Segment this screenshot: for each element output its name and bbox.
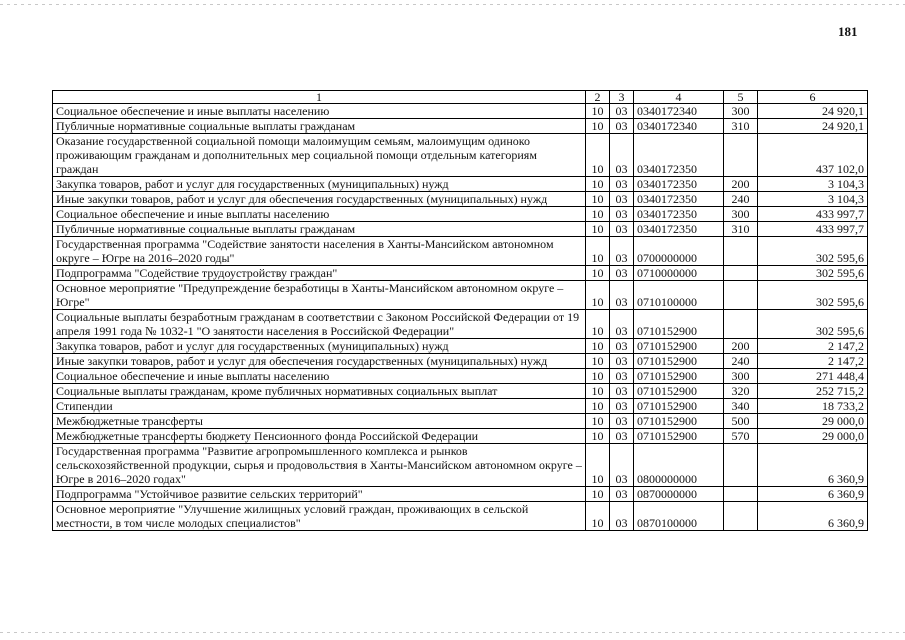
row-subsection: 03 <box>610 177 634 192</box>
row-subsection: 03 <box>610 354 634 369</box>
table-row <box>53 237 868 266</box>
row-subsection: 03 <box>610 281 634 310</box>
row-amount: 6 360,9 <box>758 444 868 487</box>
row-target-article: 0340172340 <box>634 119 724 134</box>
row-name: Публичные нормативные социальные выплаты гражданам <box>53 119 586 134</box>
table-row <box>53 207 868 222</box>
row-expense-type <box>724 487 758 502</box>
row-amount: 433 997,7 <box>758 222 868 237</box>
row-subsection: 03 <box>610 119 634 134</box>
row-name: Закупка товаров, работ и услуг для государственных (муниципальных) нужд <box>53 339 586 354</box>
row-subsection: 03 <box>610 369 634 384</box>
row-section: 10 <box>586 414 610 429</box>
row-name: Основное мероприятие "Улучшение жилищных условий граждан, проживающих в сельской местности, в том числе молодых специалистов" <box>53 502 586 531</box>
row-amount: 2 147,2 <box>758 354 868 369</box>
row-target-article: 0340172350 <box>634 177 724 192</box>
row-amount: 437 102,0 <box>758 134 868 177</box>
row-expense-type <box>724 310 758 339</box>
row-name: Оказание государственной социальной помощи малоимущим семьям, малоимущим одиноко проживающим гражданам и дополнительных мер социальной помощи отдельным категориям граждан <box>53 134 586 177</box>
header-col-expense-type: 5 <box>724 91 758 104</box>
row-target-article: 0710152900 <box>634 339 724 354</box>
row-section: 10 <box>586 222 610 237</box>
row-name: Межбюджетные трансферты <box>53 414 586 429</box>
table-row <box>53 310 868 339</box>
row-expense-type: 310 <box>724 222 758 237</box>
header-col-name: 1 <box>53 91 586 104</box>
row-name: Иные закупки товаров, работ и услуг для обеспечения государственных (муниципальных) нужд <box>53 192 586 207</box>
row-amount: 6 360,9 <box>758 502 868 531</box>
row-target-article: 0340172350 <box>634 192 724 207</box>
row-section: 10 <box>586 207 610 222</box>
row-subsection: 03 <box>610 384 634 399</box>
row-subsection: 03 <box>610 266 634 281</box>
row-amount: 29 000,0 <box>758 414 868 429</box>
table-row <box>53 502 868 531</box>
row-section: 10 <box>586 502 610 531</box>
table-row <box>53 429 868 444</box>
table-row <box>53 104 868 119</box>
row-section: 10 <box>586 444 610 487</box>
row-section: 10 <box>586 310 610 339</box>
row-target-article: 0710100000 <box>634 281 724 310</box>
table-row <box>53 177 868 192</box>
row-amount: 3 104,3 <box>758 192 868 207</box>
row-expense-type: 240 <box>724 354 758 369</box>
row-name: Государственная программа "Содействие занятости населения в Ханты-Мансийском автономном округе – Югре на 2016–2020 годы" <box>53 237 586 266</box>
row-amount: 24 920,1 <box>758 119 868 134</box>
row-section: 10 <box>586 119 610 134</box>
row-name: Межбюджетные трансферты бюджету Пенсионного фонда Российской Федерации <box>53 429 586 444</box>
row-subsection: 03 <box>610 487 634 502</box>
row-target-article: 0340172340 <box>634 104 724 119</box>
row-subsection: 03 <box>610 399 634 414</box>
row-amount: 3 104,3 <box>758 177 868 192</box>
row-amount: 302 595,6 <box>758 237 868 266</box>
table-row <box>53 192 868 207</box>
table-row <box>53 354 868 369</box>
row-expense-type: 570 <box>724 429 758 444</box>
row-name: Основное мероприятие "Предупреждение безработицы в Ханты-Мансийском автономном округе – Югре" <box>53 281 586 310</box>
row-section: 10 <box>586 192 610 207</box>
row-section: 10 <box>586 384 610 399</box>
row-section: 10 <box>586 237 610 266</box>
row-section: 10 <box>586 487 610 502</box>
row-amount: 2 147,2 <box>758 339 868 354</box>
table-row <box>53 399 868 414</box>
row-amount: 24 920,1 <box>758 104 868 119</box>
row-name: Подпрограмма "Содействие трудоустройству граждан" <box>53 266 586 281</box>
row-amount: 18 733,2 <box>758 399 868 414</box>
row-subsection: 03 <box>610 104 634 119</box>
row-name: Социальное обеспечение и иные выплаты населению <box>53 207 586 222</box>
row-target-article: 0340172350 <box>634 222 724 237</box>
row-section: 10 <box>586 266 610 281</box>
table-body <box>53 104 868 531</box>
header-row <box>53 91 868 104</box>
row-amount: 302 595,6 <box>758 281 868 310</box>
row-expense-type <box>724 266 758 281</box>
row-amount: 433 997,7 <box>758 207 868 222</box>
row-amount: 302 595,6 <box>758 310 868 339</box>
row-target-article: 0710152900 <box>634 369 724 384</box>
table-row <box>53 384 868 399</box>
row-name: Публичные нормативные социальные выплаты гражданам <box>53 222 586 237</box>
row-target-article: 0800000000 <box>634 444 724 487</box>
row-section: 10 <box>586 104 610 119</box>
table-row <box>53 369 868 384</box>
row-target-article: 0710152900 <box>634 384 724 399</box>
row-expense-type: 200 <box>724 177 758 192</box>
row-section: 10 <box>586 339 610 354</box>
row-name: Подпрограмма "Устойчивое развитие сельских территорий" <box>53 487 586 502</box>
row-expense-type: 500 <box>724 414 758 429</box>
row-amount: 302 595,6 <box>758 266 868 281</box>
row-name: Закупка товаров, работ и услуг для государственных (муниципальных) нужд <box>53 177 586 192</box>
table-row <box>53 266 868 281</box>
table-row <box>53 222 868 237</box>
row-subsection: 03 <box>610 207 634 222</box>
row-expense-type: 310 <box>724 119 758 134</box>
row-amount: 6 360,9 <box>758 487 868 502</box>
row-target-article: 0340172350 <box>634 134 724 177</box>
table-row <box>53 119 868 134</box>
table-row <box>53 281 868 310</box>
row-target-article: 0710152900 <box>634 399 724 414</box>
row-expense-type <box>724 134 758 177</box>
row-name: Иные закупки товаров, работ и услуг для обеспечения государственных (муниципальных) нужд <box>53 354 586 369</box>
table-row <box>53 444 868 487</box>
row-section: 10 <box>586 369 610 384</box>
row-amount: 271 448,4 <box>758 369 868 384</box>
row-expense-type: 300 <box>724 104 758 119</box>
table-row <box>53 134 868 177</box>
row-name: Социальное обеспечение и иные выплаты населению <box>53 369 586 384</box>
row-target-article: 0870000000 <box>634 487 724 502</box>
row-expense-type: 300 <box>724 369 758 384</box>
row-subsection: 03 <box>610 192 634 207</box>
row-section: 10 <box>586 177 610 192</box>
header-col-section: 2 <box>586 91 610 104</box>
row-expense-type: 240 <box>724 192 758 207</box>
row-section: 10 <box>586 429 610 444</box>
row-target-article: 0710000000 <box>634 266 724 281</box>
row-subsection: 03 <box>610 444 634 487</box>
budget-table <box>52 90 868 531</box>
row-expense-type <box>724 281 758 310</box>
row-target-article: 0710152900 <box>634 429 724 444</box>
row-name: Социальные выплаты безработным гражданам в соответствии с Законом Российской Федерации от 19 апреля 1991 года № 1032-1 "О занятости населения в Российской Федерации" <box>53 310 586 339</box>
row-subsection: 03 <box>610 134 634 177</box>
scan-noise-bottom <box>0 632 905 633</box>
row-expense-type: 200 <box>724 339 758 354</box>
row-amount: 252 715,2 <box>758 384 868 399</box>
row-section: 10 <box>586 399 610 414</box>
row-subsection: 03 <box>610 310 634 339</box>
row-subsection: 03 <box>610 502 634 531</box>
row-amount: 29 000,0 <box>758 429 868 444</box>
row-target-article: 0870100000 <box>634 502 724 531</box>
row-expense-type <box>724 444 758 487</box>
row-expense-type: 300 <box>724 207 758 222</box>
row-section: 10 <box>586 281 610 310</box>
row-name: Стипендии <box>53 399 586 414</box>
row-section: 10 <box>586 354 610 369</box>
row-expense-type <box>724 502 758 531</box>
row-expense-type <box>724 237 758 266</box>
row-target-article: 0710152900 <box>634 354 724 369</box>
scan-noise-top <box>0 4 905 5</box>
row-subsection: 03 <box>610 429 634 444</box>
header-col-subsection: 3 <box>610 91 634 104</box>
row-subsection: 03 <box>610 414 634 429</box>
row-subsection: 03 <box>610 222 634 237</box>
table-row <box>53 487 868 502</box>
row-target-article: 0340172350 <box>634 207 724 222</box>
row-section: 10 <box>586 134 610 177</box>
row-name: Государственная программа "Развитие агропромышленного комплекса и рынков сельскохозяйственной продукции, сырья и продовольствия в Ханты-Мансийском автономном округе – Югре в 2016–2020 годах" <box>53 444 586 487</box>
header-col-amount: 6 <box>758 91 868 104</box>
header-col-target-article: 4 <box>634 91 724 104</box>
page-number: 181 <box>838 24 858 39</box>
row-subsection: 03 <box>610 237 634 266</box>
row-expense-type: 320 <box>724 384 758 399</box>
row-target-article: 0710152900 <box>634 414 724 429</box>
row-expense-type: 340 <box>724 399 758 414</box>
row-name: Социальное обеспечение и иные выплаты населению <box>53 104 586 119</box>
table-row <box>53 414 868 429</box>
table-row <box>53 339 868 354</box>
row-target-article: 0700000000 <box>634 237 724 266</box>
row-target-article: 0710152900 <box>634 310 724 339</box>
row-name: Социальные выплаты гражданам, кроме публичных нормативных социальных выплат <box>53 384 586 399</box>
row-subsection: 03 <box>610 339 634 354</box>
